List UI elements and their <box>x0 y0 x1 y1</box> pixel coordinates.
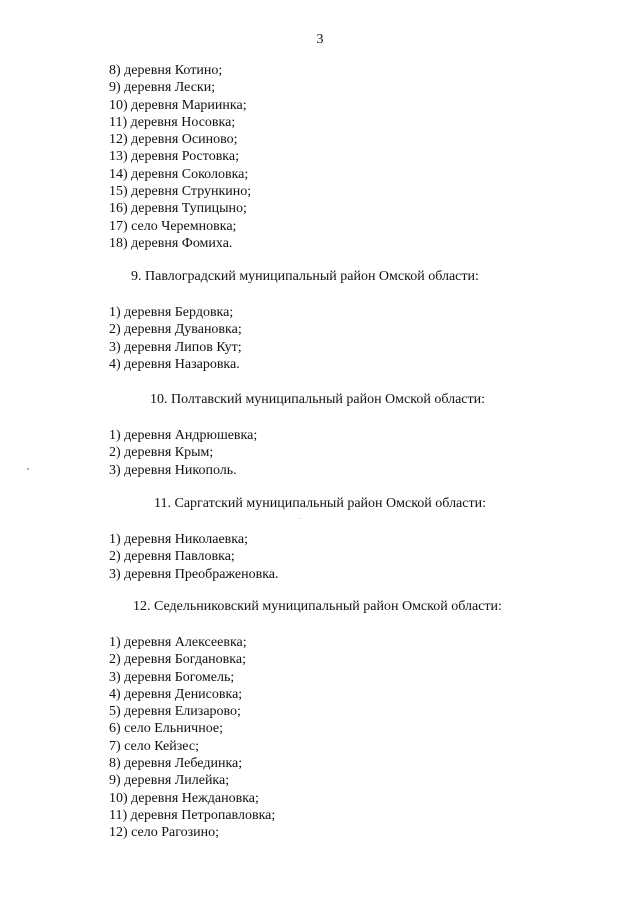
list-item: 10) деревня Неждановка; <box>109 790 259 806</box>
list-item: 8) деревня Лебединка; <box>109 756 243 772</box>
list-item: 15) деревня Стрункино; <box>109 184 252 200</box>
page-number: 3 <box>316 32 324 47</box>
settlement-list-sedelnikovsky <box>109 634 275 842</box>
continued-settlement-list <box>109 62 251 252</box>
list-item: 4) деревня Денисовка; <box>109 686 243 702</box>
list-item: 3) деревня Богомель; <box>109 669 235 685</box>
list-item: 2) деревня Павловка; <box>109 549 235 565</box>
section-heading-sargatsky: 11. Саргатский муниципальный район Омской области: <box>154 496 486 511</box>
list-item: 1) деревня Андрюшевка; <box>109 428 258 443</box>
list-item: 14) деревня Соколовка; <box>109 166 249 182</box>
list-item: 8) деревня Котино; <box>109 63 223 78</box>
list-item: 2) деревня Богдановка; <box>109 652 246 668</box>
list-item: 2) деревня Крым; <box>109 445 214 461</box>
list-item: 17) село Черемновка; <box>109 218 237 234</box>
section-heading-pavlogradsky: 9. Павлоградский муниципальный район Омской области: <box>131 269 479 284</box>
section-heading-poltavsky: 10. Полтавский муниципальный район Омской области: <box>150 392 486 407</box>
list-item: 6) село Ельничное; <box>109 721 223 737</box>
scan-speck <box>300 518 301 519</box>
list-item: 3) деревня Липов Кут; <box>109 339 242 355</box>
list-item: 12) село Рагозино; <box>109 825 220 841</box>
list-item: 3) деревня Никополь. <box>109 462 237 478</box>
list-item: 16) деревня Тупицыно; <box>109 201 247 217</box>
list-item: 5) деревня Елизарово; <box>109 704 241 720</box>
list-item: 11) деревня Носовка; <box>109 114 236 130</box>
list-item: 2) деревня Дувановка; <box>109 322 242 338</box>
settlement-list-sargatsky <box>109 531 279 583</box>
list-item: 3) деревня Преображеновка. <box>109 566 279 582</box>
list-item: 18) деревня Фомиха. <box>109 235 233 251</box>
list-item: 11) деревня Петропавловка; <box>109 807 276 823</box>
list-item: 1) деревня Николаевка; <box>109 532 248 547</box>
settlement-list-poltavsky <box>109 427 257 479</box>
settlement-list-pavlogradsky <box>109 304 242 373</box>
section-heading-sedelnikovsky: 12. Седельниковский муниципальный район Омской области: <box>133 599 502 614</box>
list-item: 9) деревня Лески; <box>109 80 216 96</box>
list-item: 13) деревня Ростовка; <box>109 149 239 165</box>
list-item: 9) деревня Лилейка; <box>109 773 230 789</box>
list-item: 1) деревня Алексеевка; <box>109 635 247 650</box>
list-item: 7) село Кейзес; <box>109 738 199 754</box>
scan-speck <box>27 468 29 470</box>
list-item: 1) деревня Бердовка; <box>109 305 234 320</box>
list-item: 4) деревня Назаровка. <box>109 356 240 372</box>
list-item: 10) деревня Мариинка; <box>109 97 247 113</box>
list-item: 12) деревня Осиново; <box>109 132 238 148</box>
